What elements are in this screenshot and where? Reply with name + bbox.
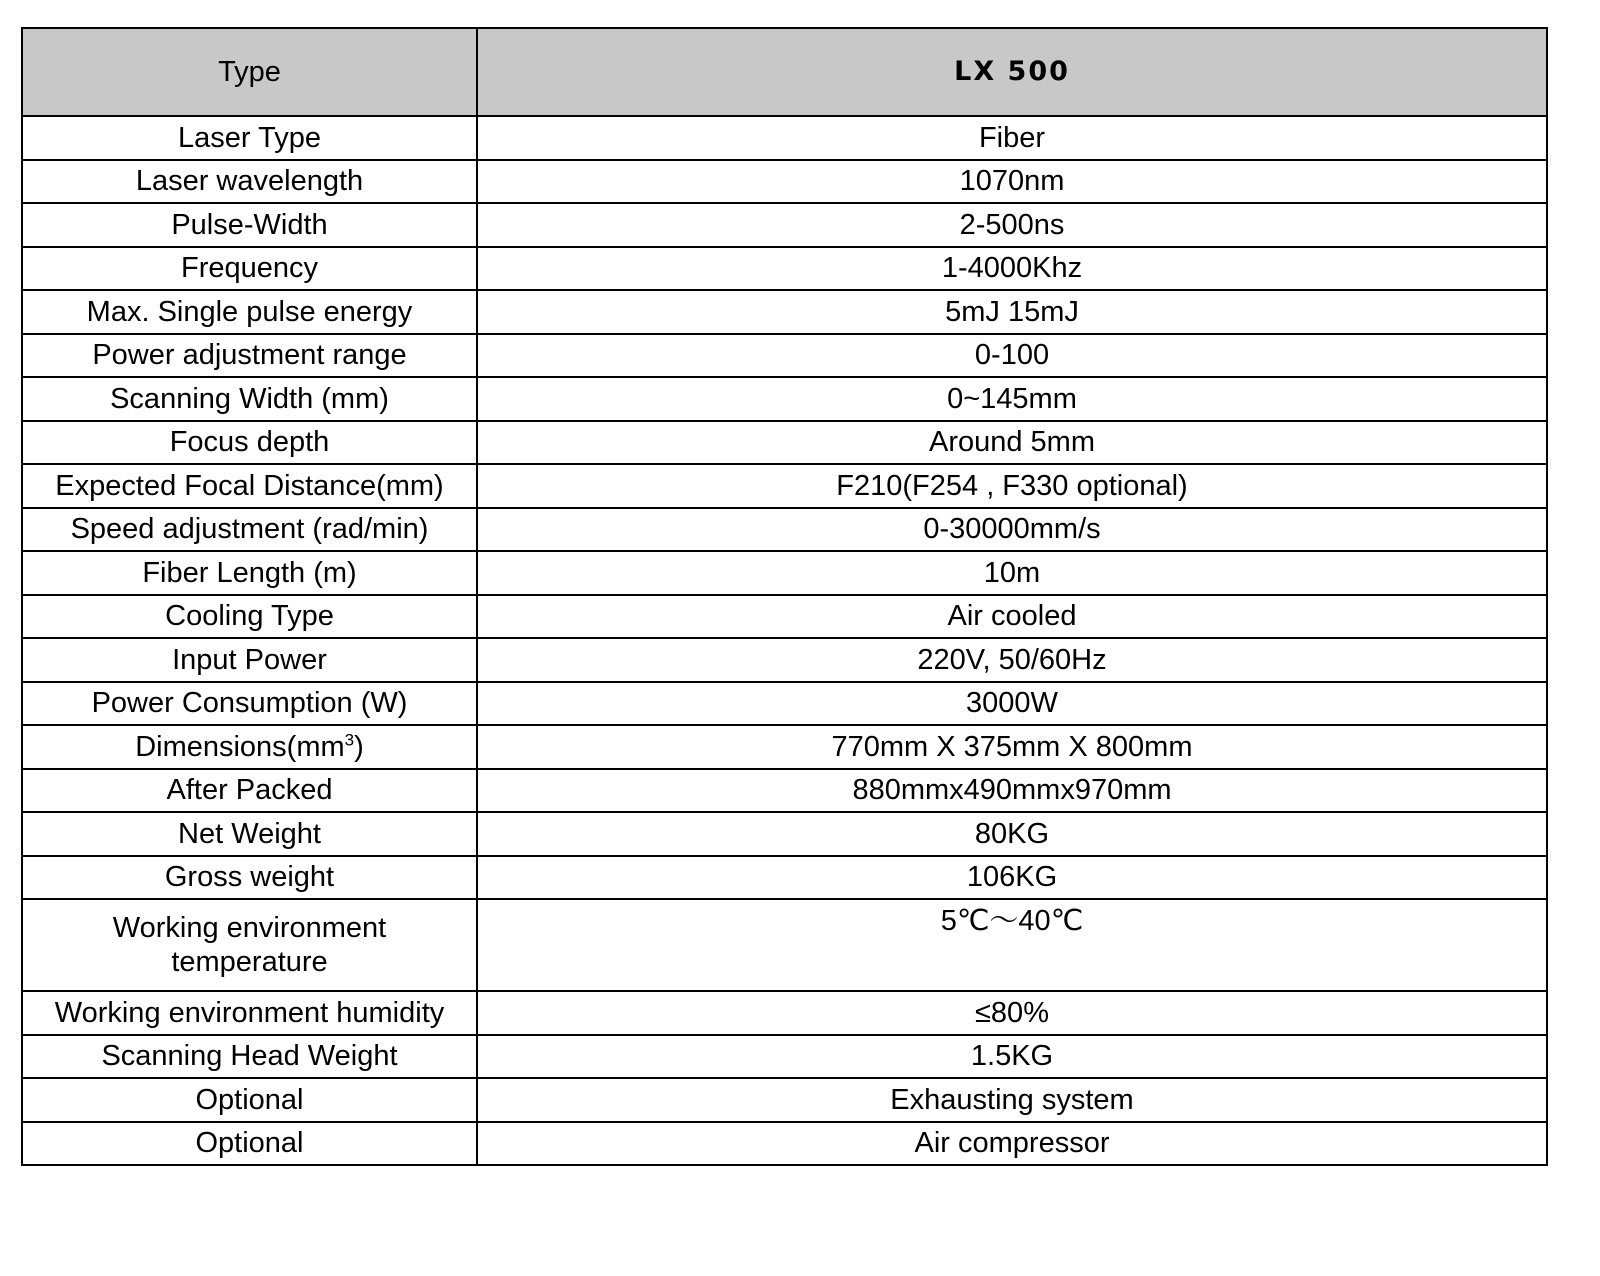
spec-value: ≤80% bbox=[477, 991, 1547, 1035]
spec-label: Pulse-Width bbox=[22, 203, 477, 247]
spec-value: 80KG bbox=[477, 812, 1547, 856]
table-row bbox=[22, 856, 1547, 900]
table-row bbox=[22, 769, 1547, 813]
spec-label: Fiber Length (m) bbox=[22, 551, 477, 595]
spec-value: 5mJ 15mJ bbox=[477, 290, 1547, 334]
spec-label: Working environment temperature bbox=[22, 899, 477, 991]
table-row bbox=[22, 551, 1547, 595]
table-row bbox=[22, 421, 1547, 465]
table-row bbox=[22, 464, 1547, 508]
spec-value: 1.5KG bbox=[477, 1035, 1547, 1079]
spec-label: Frequency bbox=[22, 247, 477, 291]
table-row bbox=[22, 1035, 1547, 1079]
spec-value: 0-100 bbox=[477, 334, 1547, 378]
table-row bbox=[22, 899, 1547, 991]
spec-label: Expected Focal Distance(mm) bbox=[22, 464, 477, 508]
spec-value: 1070nm bbox=[477, 160, 1547, 204]
spec-value: 1-4000Khz bbox=[477, 247, 1547, 291]
spec-label-suffix: ) bbox=[354, 730, 364, 763]
spec-label: Net Weight bbox=[22, 812, 477, 856]
spec-label: Speed adjustment (rad/min) bbox=[22, 508, 477, 552]
spec-label: Scanning Width (mm) bbox=[22, 377, 477, 421]
header-model-cell: LX 500 bbox=[477, 28, 1547, 116]
spec-label: Power adjustment range bbox=[22, 334, 477, 378]
table-row bbox=[22, 203, 1547, 247]
spec-value: 0-30000mm/s bbox=[477, 508, 1547, 552]
spec-value: 3000W bbox=[477, 682, 1547, 726]
spec-value: 0~145mm bbox=[477, 377, 1547, 421]
table-row bbox=[22, 116, 1547, 160]
spec-label-dimensions bbox=[22, 725, 477, 769]
spec-label: Focus depth bbox=[22, 421, 477, 465]
spec-value: 880mmx490mmx970mm bbox=[477, 769, 1547, 813]
spec-label: Laser wavelength bbox=[22, 160, 477, 204]
spec-label: Max. Single pulse energy bbox=[22, 290, 477, 334]
table-row bbox=[22, 1122, 1547, 1166]
superscript-three: 3 bbox=[344, 730, 355, 750]
table-row bbox=[22, 508, 1547, 552]
table-row bbox=[22, 991, 1547, 1035]
table-row bbox=[22, 160, 1547, 204]
spec-label: After Packed bbox=[22, 769, 477, 813]
table-row bbox=[22, 595, 1547, 639]
table-row bbox=[22, 638, 1547, 682]
table-row bbox=[22, 334, 1547, 378]
spec-value: 5℃～40℃ bbox=[477, 899, 1547, 991]
spec-value: Air compressor bbox=[477, 1122, 1547, 1166]
spec-label-text: Dimensions(mm bbox=[135, 730, 345, 763]
spec-value: 10m bbox=[477, 551, 1547, 595]
spec-value: Fiber bbox=[477, 116, 1547, 160]
table-row bbox=[22, 1078, 1547, 1122]
spec-table bbox=[21, 27, 1548, 1166]
spec-value: 106KG bbox=[477, 856, 1547, 900]
spec-label: Laser Type bbox=[22, 116, 477, 160]
spec-label: Working environment humidity bbox=[22, 991, 477, 1035]
spec-label: Power Consumption (W) bbox=[22, 682, 477, 726]
spec-value: 770mm X 375mm X 800mm bbox=[477, 725, 1547, 769]
spec-value: 220V, 50/60Hz bbox=[477, 638, 1547, 682]
spec-label: Cooling Type bbox=[22, 595, 477, 639]
spec-label: Input Power bbox=[22, 638, 477, 682]
table-row bbox=[22, 377, 1547, 421]
spec-value: Air cooled bbox=[477, 595, 1547, 639]
table-row bbox=[22, 725, 1547, 769]
spec-label: Gross weight bbox=[22, 856, 477, 900]
spec-label: Scanning Head Weight bbox=[22, 1035, 477, 1079]
spec-label: Optional bbox=[22, 1078, 477, 1122]
table-row bbox=[22, 247, 1547, 291]
table-row bbox=[22, 290, 1547, 334]
spec-value: Exhausting system bbox=[477, 1078, 1547, 1122]
spec-value: 2-500ns bbox=[477, 203, 1547, 247]
spec-value: Around 5mm bbox=[477, 421, 1547, 465]
header-type-cell: Type bbox=[22, 28, 477, 116]
header-row bbox=[22, 28, 1547, 116]
spec-label: Optional bbox=[22, 1122, 477, 1166]
spec-value: F210(F254 , F330 optional) bbox=[477, 464, 1547, 508]
table-row bbox=[22, 812, 1547, 856]
table-row bbox=[22, 682, 1547, 726]
